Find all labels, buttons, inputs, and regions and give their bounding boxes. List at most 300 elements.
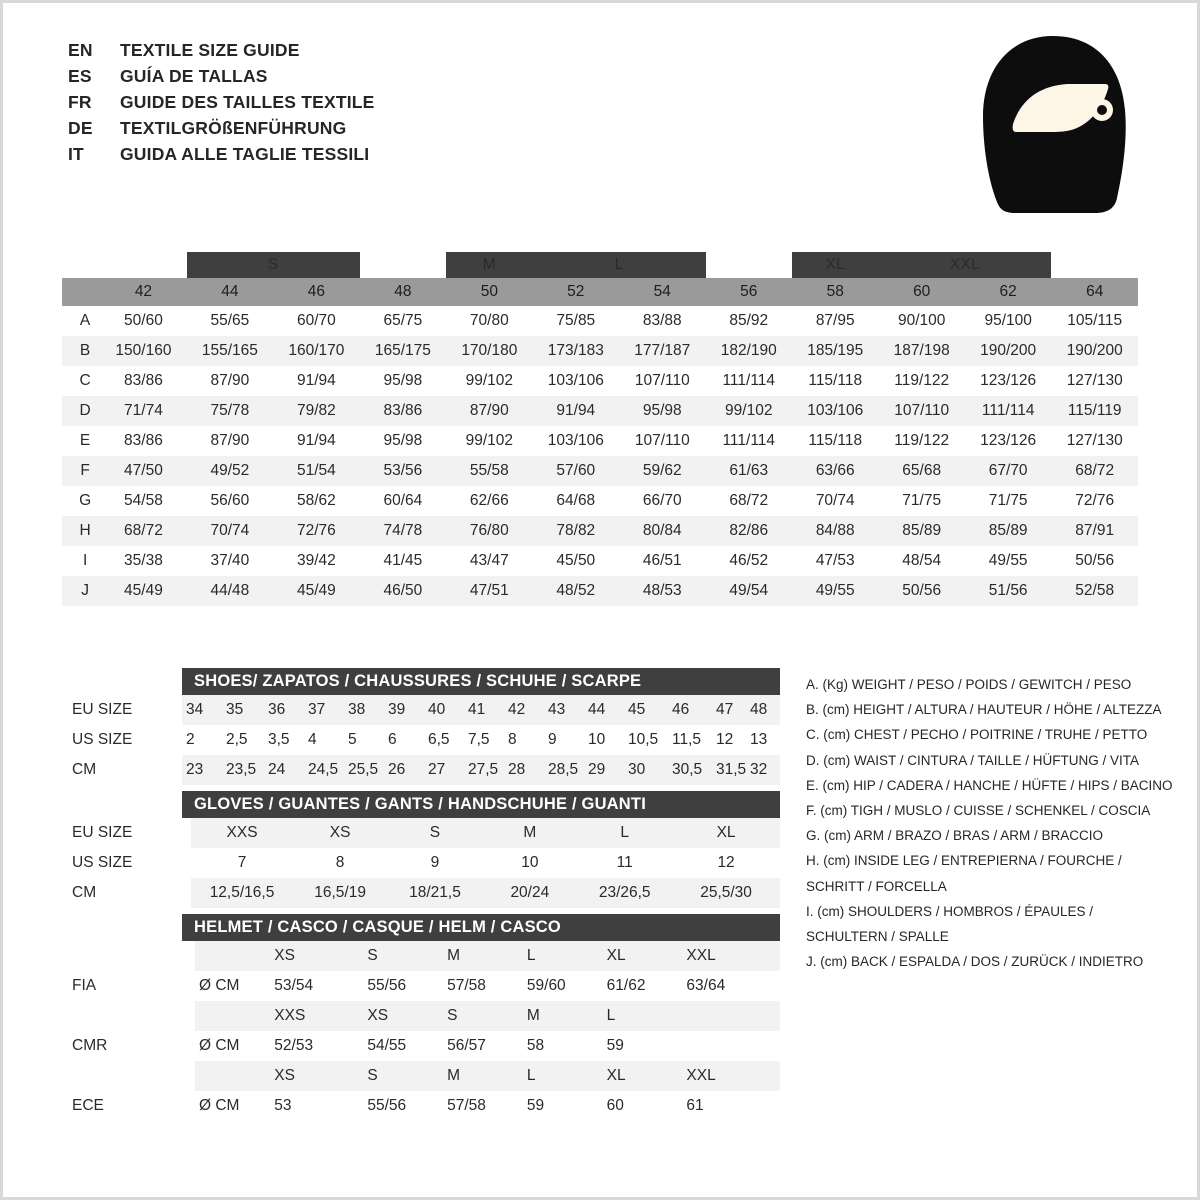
cell: 107/110 <box>878 396 964 426</box>
cell: 46/51 <box>619 546 705 576</box>
cell: 150/160 <box>100 336 186 366</box>
cell: 45/49 <box>100 576 186 606</box>
row-label-d: D <box>62 396 100 426</box>
legend-line-f: F. (cm) TIGH / MUSLO / CUISSE / SCHENKEL / COSCIA <box>806 803 1151 819</box>
cell: S <box>363 1061 443 1091</box>
helmet-table <box>62 941 780 1121</box>
cell: 79/82 <box>273 396 359 426</box>
legend-line-a: A. (Kg) WEIGHT / PESO / POIDS / GEWITCH / PESO <box>806 677 1132 692</box>
cell: 28 <box>504 755 544 785</box>
helmet-section <box>62 914 792 1121</box>
cell: 42 <box>504 695 544 725</box>
legend-line-h: H. (cm) INSIDE LEG / ENTREPIERNA / FOURCHE / <box>806 853 1122 869</box>
cell: 44/48 <box>187 576 273 606</box>
cell: 127/130 <box>1051 366 1138 396</box>
cell: M <box>443 941 523 971</box>
cell: 71/75 <box>878 486 964 516</box>
group-cell-m: M <box>446 252 532 278</box>
cell: 119/122 <box>878 426 964 456</box>
cell: 41/45 <box>360 546 446 576</box>
shoes-section <box>62 668 792 785</box>
cell: 111/114 <box>706 366 792 396</box>
cell: 47/51 <box>446 576 532 606</box>
cell: 87/90 <box>187 426 273 456</box>
cell: 173/183 <box>533 336 619 366</box>
cell: 83/86 <box>100 426 186 456</box>
cell: 76/80 <box>446 516 532 546</box>
cell: S <box>443 1001 523 1031</box>
table-row <box>62 456 1138 486</box>
cell <box>195 1061 270 1091</box>
cell: 103/106 <box>533 426 619 456</box>
cell: 83/86 <box>360 396 446 426</box>
size-header-54: 54 <box>619 278 705 306</box>
cell: 6 <box>384 725 424 755</box>
cell: 37/40 <box>187 546 273 576</box>
cell: XS <box>363 1001 443 1031</box>
cell: 13 <box>746 725 780 755</box>
title-row-es <box>68 66 375 92</box>
cell: 68/72 <box>100 516 186 546</box>
legend-line-c: C. (cm) CHEST / PECHO / POITRINE / TRUHE / PETTO <box>806 727 1148 743</box>
size-header-62: 62 <box>965 278 1051 306</box>
shoes-label-cm: CM <box>62 755 182 785</box>
table-row <box>62 366 1138 396</box>
measurement-legend <box>806 672 1173 974</box>
cell: 32 <box>746 755 780 785</box>
cell: 61 <box>682 1091 780 1121</box>
cell: 47/50 <box>100 456 186 486</box>
cell: 160/170 <box>273 336 359 366</box>
cell: 16,5/19 <box>293 878 388 908</box>
lower-sections <box>62 668 792 1127</box>
cell: XXS <box>191 818 292 848</box>
cell <box>682 1001 780 1031</box>
cell: 50/56 <box>1051 546 1138 576</box>
row-label-g: G <box>62 486 100 516</box>
shoes-table <box>62 695 780 785</box>
textile-size-table <box>62 252 1138 606</box>
title-row-de <box>68 118 375 144</box>
group-cell-blank-42 <box>100 252 186 278</box>
cell: 55/56 <box>363 1091 443 1121</box>
cell: 46/50 <box>360 576 446 606</box>
cell: 10,5 <box>624 725 668 755</box>
title-text-en: TEXTILE SIZE GUIDE <box>120 40 300 60</box>
size-header-48: 48 <box>360 278 446 306</box>
helmet-cmr-value-row <box>62 1031 780 1061</box>
cell: 56/60 <box>187 486 273 516</box>
cell: 60 <box>603 1091 683 1121</box>
helmet-label-fia: FIA <box>62 971 195 1001</box>
size-header-row <box>62 278 1138 306</box>
table-row <box>62 306 1138 336</box>
cell: XL <box>672 818 780 848</box>
cell: 105/115 <box>1051 306 1138 336</box>
title-row-en <box>68 40 375 66</box>
cell: 12 <box>672 848 780 878</box>
cell: 51/56 <box>965 576 1051 606</box>
row-label-a: A <box>62 306 100 336</box>
cell: 30,5 <box>668 755 712 785</box>
cell <box>682 1031 780 1061</box>
cell: 4 <box>304 725 344 755</box>
group-cell-m-pad <box>360 252 446 278</box>
cell: 48 <box>746 695 780 725</box>
cell: 185/195 <box>792 336 878 366</box>
table-row <box>62 396 1138 426</box>
cell: 60/64 <box>360 486 446 516</box>
size-header-64: 64 <box>1051 278 1138 306</box>
cell: XXL <box>682 1061 780 1091</box>
cell: 165/175 <box>360 336 446 366</box>
cell: 59 <box>523 1091 603 1121</box>
cell: 66/70 <box>619 486 705 516</box>
row-label-j: J <box>62 576 100 606</box>
textile-size-table-grid <box>62 252 1138 606</box>
cell: L <box>577 818 672 848</box>
cell: 59/60 <box>523 971 603 1001</box>
cell: XL <box>603 1061 683 1091</box>
title-text-fr: GUIDE DES TAILLES TEXTILE <box>120 92 375 112</box>
cell: 57/58 <box>443 1091 523 1121</box>
size-header-46: 46 <box>273 278 359 306</box>
cell: 58/62 <box>273 486 359 516</box>
cell: XS <box>270 941 363 971</box>
cell: 190/200 <box>1051 336 1138 366</box>
cell: 111/114 <box>965 396 1051 426</box>
shoes-label-eu: EU SIZE <box>62 695 182 725</box>
cell: 53/56 <box>360 456 446 486</box>
legend-line-h-cont: SCHRITT / FORCELLA <box>806 878 947 894</box>
cell: 70/74 <box>187 516 273 546</box>
cell: 25,5/30 <box>672 878 780 908</box>
page-border-left <box>0 0 3 1200</box>
cell: 70/80 <box>446 306 532 336</box>
cell: 41 <box>464 695 504 725</box>
cell: 37 <box>304 695 344 725</box>
cell: 85/89 <box>878 516 964 546</box>
cell: 115/118 <box>792 366 878 396</box>
cell: 10 <box>584 725 624 755</box>
legend-line-e: E. (cm) HIP / CADERA / HANCHE / HÜFTE / HIPS / BACINO <box>806 777 1173 793</box>
gloves-label-eu: EU SIZE <box>62 818 191 848</box>
cell: 115/119 <box>1051 396 1138 426</box>
page-border-top <box>0 0 1200 3</box>
cell: 123/126 <box>965 366 1051 396</box>
cell: 84/88 <box>792 516 878 546</box>
cell: 87/90 <box>187 366 273 396</box>
cell: 53/54 <box>270 971 363 1001</box>
cell: 99/102 <box>446 366 532 396</box>
group-cell-xxl: XXL <box>878 252 1051 278</box>
cell: Ø CM <box>195 1091 270 1121</box>
cell: 29 <box>584 755 624 785</box>
cell: L <box>603 1001 683 1031</box>
gloves-section <box>62 791 792 908</box>
cell: 53 <box>270 1091 363 1121</box>
cell: 24,5 <box>304 755 344 785</box>
cell: XS <box>293 818 388 848</box>
legend-line-j: J. (cm) BACK / ESPALDA / DOS / ZURÜCK / INDIETRO <box>806 954 1144 970</box>
title-row-it <box>68 144 375 170</box>
cell: 83/88 <box>619 306 705 336</box>
cell: S <box>388 818 483 848</box>
cell: 90/100 <box>878 306 964 336</box>
cell: 70/74 <box>792 486 878 516</box>
cell: 46 <box>668 695 712 725</box>
helmet-ece-size-row <box>62 1061 780 1091</box>
cell: 87/90 <box>446 396 532 426</box>
cell: 63/66 <box>792 456 878 486</box>
group-cell-l: L <box>533 252 706 278</box>
size-header-44: 44 <box>187 278 273 306</box>
legend-line-g: G. (cm) ARM / BRAZO / BRAS / ARM / BRACCIO <box>806 828 1104 844</box>
row-label-e: E <box>62 426 100 456</box>
title-text-es: GUÍA DE TALLAS <box>120 66 268 86</box>
shoes-label-us: US SIZE <box>62 725 182 755</box>
cell: 44 <box>584 695 624 725</box>
cell: 9 <box>388 848 483 878</box>
shoes-row-cm <box>62 755 780 785</box>
row-label-i: I <box>62 546 100 576</box>
cell: 43/47 <box>446 546 532 576</box>
cell: 177/187 <box>619 336 705 366</box>
cell: 99/102 <box>446 426 532 456</box>
cell: 50/56 <box>878 576 964 606</box>
cell: Ø CM <box>195 1031 270 1061</box>
cell: 39/42 <box>273 546 359 576</box>
cell: 12 <box>712 725 746 755</box>
cell: 11 <box>577 848 672 878</box>
helmet-fia-size-blank <box>62 941 195 971</box>
cell: 27,5 <box>464 755 504 785</box>
racing-helmet-icon <box>975 32 1135 217</box>
cell: 10 <box>482 848 577 878</box>
cell: 26 <box>384 755 424 785</box>
shoes-row-us <box>62 725 780 755</box>
cell: 12,5/16,5 <box>191 878 292 908</box>
table-row <box>62 516 1138 546</box>
cell: 55/56 <box>363 971 443 1001</box>
cell: 59 <box>603 1031 683 1061</box>
cell: 127/130 <box>1051 426 1138 456</box>
cell: 103/106 <box>792 396 878 426</box>
cell <box>195 941 270 971</box>
helmet-ece-size-blank <box>62 1061 195 1091</box>
cell: 31,5 <box>712 755 746 785</box>
cell: 56/57 <box>443 1031 523 1061</box>
cell: 61/62 <box>603 971 683 1001</box>
cell: 28,5 <box>544 755 584 785</box>
cell: 7 <box>191 848 292 878</box>
cell: 8 <box>293 848 388 878</box>
gloves-label-us: US SIZE <box>62 848 191 878</box>
cell: 64/68 <box>533 486 619 516</box>
cell: 61/63 <box>706 456 792 486</box>
cell: 58 <box>523 1031 603 1061</box>
cell: 103/106 <box>533 366 619 396</box>
cell: XXS <box>270 1001 363 1031</box>
cell: 50/60 <box>100 306 186 336</box>
helmet-label-ece: ECE <box>62 1091 195 1121</box>
row-label-c: C <box>62 366 100 396</box>
shoes-section-title: SHOES/ ZAPATOS / CHAUSSURES / SCHUHE / SCARPE <box>182 668 780 695</box>
helmet-cmr-size-blank <box>62 1001 195 1031</box>
cell: 25,5 <box>344 755 384 785</box>
legend-line-d: D. (cm) WAIST / CINTURA / TAILLE / HÜFTUNG / VITA <box>806 752 1140 768</box>
title-text-it: GUIDA ALLE TAGLIE TESSILI <box>120 144 370 164</box>
shoes-row-eu <box>62 695 780 725</box>
cell <box>195 1001 270 1031</box>
cell: 2 <box>182 725 222 755</box>
cell: M <box>523 1001 603 1031</box>
cell: 9 <box>544 725 584 755</box>
cell: 49/52 <box>187 456 273 486</box>
cell: 82/86 <box>706 516 792 546</box>
cell: 72/76 <box>1051 486 1138 516</box>
cell: 23 <box>182 755 222 785</box>
cell: M <box>443 1061 523 1091</box>
cell: XS <box>270 1061 363 1091</box>
cell: 67/70 <box>965 456 1051 486</box>
title-row-fr <box>68 92 375 118</box>
cell: 123/126 <box>965 426 1051 456</box>
cell: 35 <box>222 695 264 725</box>
cell: 11,5 <box>668 725 712 755</box>
title-lang-de: DE <box>68 118 93 138</box>
cell: 155/165 <box>187 336 273 366</box>
cell: 95/98 <box>619 396 705 426</box>
cell: 71/74 <box>100 396 186 426</box>
cell: 91/94 <box>273 426 359 456</box>
cell: 48/52 <box>533 576 619 606</box>
helmet-ece-value-row <box>62 1091 780 1121</box>
gloves-table <box>62 818 780 908</box>
cell: 39 <box>384 695 424 725</box>
cell: 65/75 <box>360 306 446 336</box>
gloves-row-cm <box>62 878 780 908</box>
cell: L <box>523 941 603 971</box>
gloves-section-title: GLOVES / GUANTES / GANTS / HANDSCHUHE / GUANTI <box>182 791 780 818</box>
cell: L <box>523 1061 603 1091</box>
cell: 49/55 <box>965 546 1051 576</box>
title-lang-es: ES <box>68 66 92 86</box>
cell: 2,5 <box>222 725 264 755</box>
cell: 54/58 <box>100 486 186 516</box>
cell: 45 <box>624 695 668 725</box>
legend-line-i: I. (cm) SHOULDERS / HOMBROS / ÉPAULES / <box>806 903 1094 919</box>
helmet-fia-value-row <box>62 971 780 1001</box>
header-corner <box>62 278 100 306</box>
cell: 57/58 <box>443 971 523 1001</box>
title-block <box>68 40 375 170</box>
cell: 20/24 <box>482 878 577 908</box>
group-cell-xl: XL <box>792 252 878 278</box>
cell: 111/114 <box>706 426 792 456</box>
cell: 95/100 <box>965 306 1051 336</box>
size-group-row <box>62 252 1138 278</box>
cell: 34 <box>182 695 222 725</box>
cell: 43 <box>544 695 584 725</box>
cell: 85/92 <box>706 306 792 336</box>
group-cell-blank-right <box>1051 252 1138 278</box>
gloves-label-cm: CM <box>62 878 191 908</box>
cell: 107/110 <box>619 426 705 456</box>
cell: 6,5 <box>424 725 464 755</box>
cell: 48/54 <box>878 546 964 576</box>
size-header-50: 50 <box>446 278 532 306</box>
size-header-52: 52 <box>533 278 619 306</box>
table-row <box>62 426 1138 456</box>
cell: 3,5 <box>264 725 304 755</box>
group-cell-s: S <box>187 252 360 278</box>
helmet-fia-size-row <box>62 941 780 971</box>
cell: 119/122 <box>878 366 964 396</box>
row-label-h: H <box>62 516 100 546</box>
cell: 95/98 <box>360 366 446 396</box>
cell: 78/82 <box>533 516 619 546</box>
helmet-label-cmr: CMR <box>62 1031 195 1061</box>
size-header-56: 56 <box>706 278 792 306</box>
size-header-58: 58 <box>792 278 878 306</box>
helmet-cmr-size-row <box>62 1001 780 1031</box>
group-cell-xl-pad <box>706 252 792 278</box>
cell: 87/95 <box>792 306 878 336</box>
cell: 45/49 <box>273 576 359 606</box>
cell: 80/84 <box>619 516 705 546</box>
cell: 83/86 <box>100 366 186 396</box>
table-row <box>62 336 1138 366</box>
cell: 71/75 <box>965 486 1051 516</box>
cell: 68/72 <box>1051 456 1138 486</box>
cell: 7,5 <box>464 725 504 755</box>
row-label-f: F <box>62 456 100 486</box>
cell: 190/200 <box>965 336 1051 366</box>
cell: 75/85 <box>533 306 619 336</box>
cell: 45/50 <box>533 546 619 576</box>
cell: 74/78 <box>360 516 446 546</box>
cell: XL <box>603 941 683 971</box>
cell: 8 <box>504 725 544 755</box>
cell: XXL <box>682 941 780 971</box>
table-row <box>62 486 1138 516</box>
cell: 55/58 <box>446 456 532 486</box>
cell: 40 <box>424 695 464 725</box>
cell: 59/62 <box>619 456 705 486</box>
gloves-row-eu <box>62 818 780 848</box>
helmet-section-title: HELMET / CASCO / CASQUE / HELM / CASCO <box>182 914 780 941</box>
cell: 68/72 <box>706 486 792 516</box>
cell: 47 <box>712 695 746 725</box>
cell: 27 <box>424 755 464 785</box>
cell: 54/55 <box>363 1031 443 1061</box>
cell: 23/26,5 <box>577 878 672 908</box>
size-header-60: 60 <box>878 278 964 306</box>
cell: 60/70 <box>273 306 359 336</box>
cell: 23,5 <box>222 755 264 785</box>
cell: 18/21,5 <box>388 878 483 908</box>
legend-line-i-cont: SCHULTERN / SPALLE <box>806 929 949 945</box>
cell: 55/65 <box>187 306 273 336</box>
cell: 48/53 <box>619 576 705 606</box>
cell: S <box>363 941 443 971</box>
cell: 49/55 <box>792 576 878 606</box>
title-lang-fr: FR <box>68 92 92 112</box>
cell: 182/190 <box>706 336 792 366</box>
table-row <box>62 576 1138 606</box>
cell: 57/60 <box>533 456 619 486</box>
